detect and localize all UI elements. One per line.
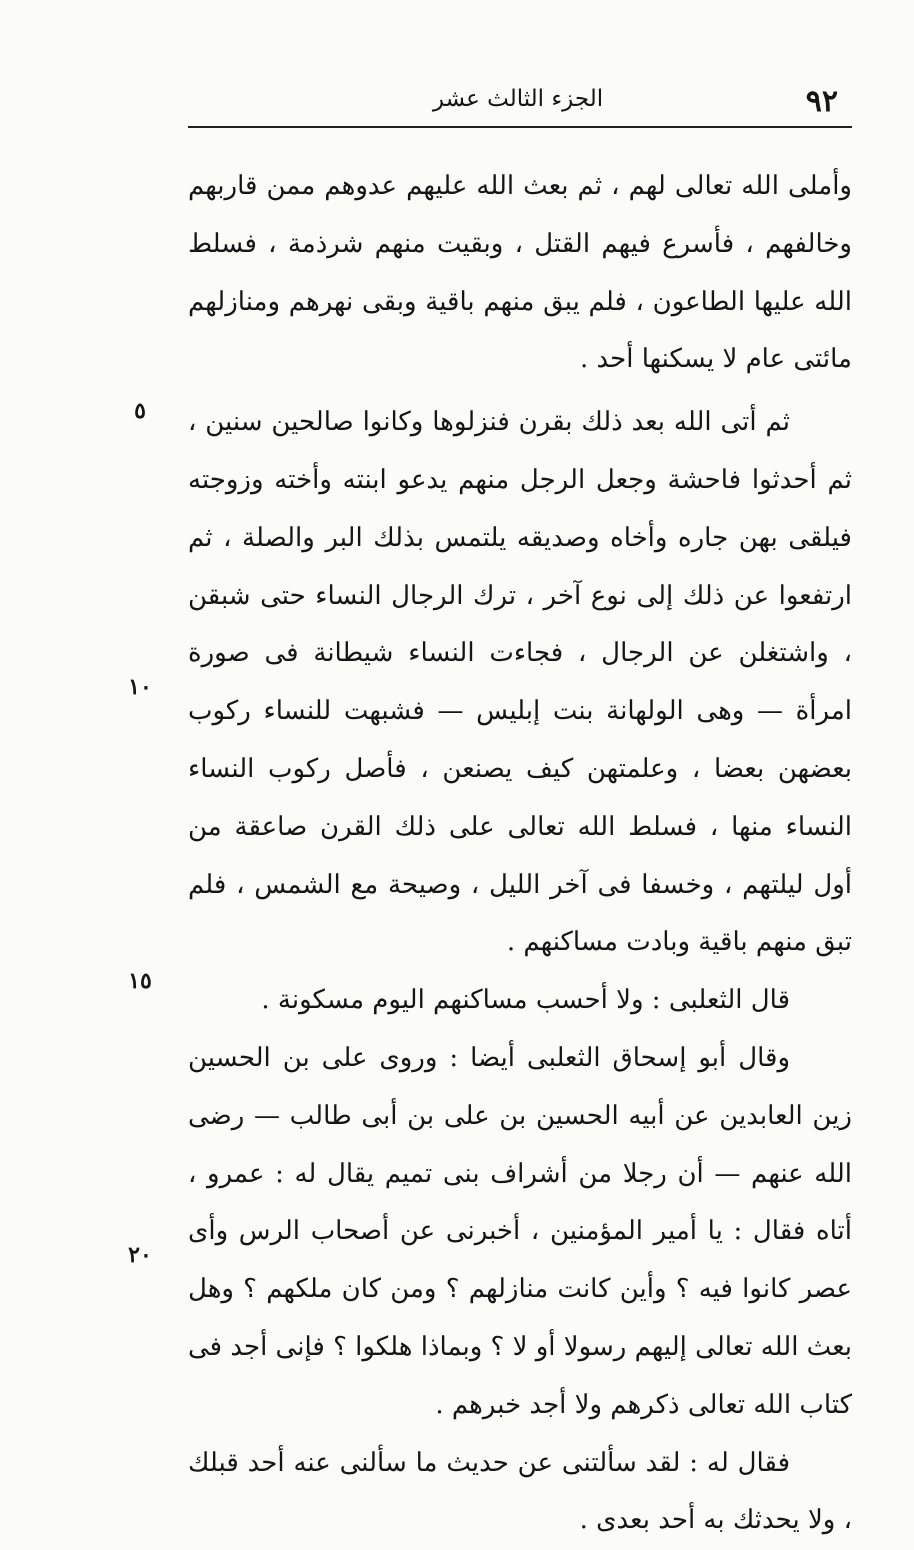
line-number-margin	[0, 0, 170, 1353]
paragraph-3: قال الثعلبى : ولا أحسب مساكنهم اليوم مسكونة .	[261, 985, 790, 1016]
paragraph-1: وأملى الله تعالى لهم ، ثم بعث الله عليهم عدوهم ممن قاربهم وخالفهم ، فأسرع فيهم القتل ، وبقيت منهم شرذمة ، فسلط الله عليها الطاعون ، فلم يبق منهم باقية وبقى نهرهم ومنازلهم مائتى عام لا يسكنها أحد .	[188, 171, 852, 375]
paragraph-2: ثم أتى الله بعد ذلك بقرن فنزلوها وكانوا صالحين سنين ، ثم أحدثوا فاحشة وجعل الرجل منهم يدعو ابنته وأخته وزوجته فيلقى بهن جاره وأخاه وصديقه يلتمس بذلك البر والصلة ، ثم ارتفعوا عن ذلك إلى نوع آخر ، ترك الرجال النساء حتى شبقن ، واشتغلن عن الرجال ، فجاءت النساء شيطانة فى صورة امرأة — وهى الولهانة بنت إبليس — فشبهت للنساء ركوب بعضهن بعضا ، وعلمتهن كيف يصنعن ، فأصل ركوب النساء النساء منها ، فسلط الله تعالى على ذلك القرن صاعقة من أول ليلتهم ، وخسفا فى آخر الليل ، وصيحة مع الشمس ، فلم تبق منهم باقية وبادت مساكنهم .	[188, 407, 852, 958]
line-number-15: ١٥	[128, 968, 152, 994]
page-header	[188, 78, 852, 126]
line-number-5: ٥	[134, 398, 146, 424]
line-number-10: ١٠	[128, 674, 152, 700]
page-number: ٩٢	[805, 84, 838, 119]
running-title: الجزء الثالث عشر	[432, 86, 604, 112]
body-text	[188, 158, 852, 1550]
line-number-20: ٢٠	[128, 1242, 152, 1268]
paragraph-4: وقال أبو إسحاق الثعلبى أيضا : وروى على بن الحسين زين العابدين عن أبيه الحسين بن على بن أبى طالب — رضى الله عنهم — أن رجلا من أشراف بنى تميم يقال له : عمرو ، أتاه فقال : يا أمير المؤمنين ، أخبرنى عن أصحاب الرس وأى عصر كانوا فيه ؟ وأين كانت منازلهم ؟ ومن كان ملكهم ؟ وهل بعث الله تعالى إليهم رسولا أو لا ؟ وبماذا هلكوا ؟ فإنى أجد فى كتاب الله تعالى ذكرهم ولا أجد خبرهم .	[187, 1042, 852, 1420]
paragraph-5: فقال له : لقد سألتنى عن حديث ما سألنى عنه أحد قبلك ، ولا يحدثك به أحد بعدى .	[188, 1447, 852, 1536]
header-rule	[188, 126, 852, 128]
